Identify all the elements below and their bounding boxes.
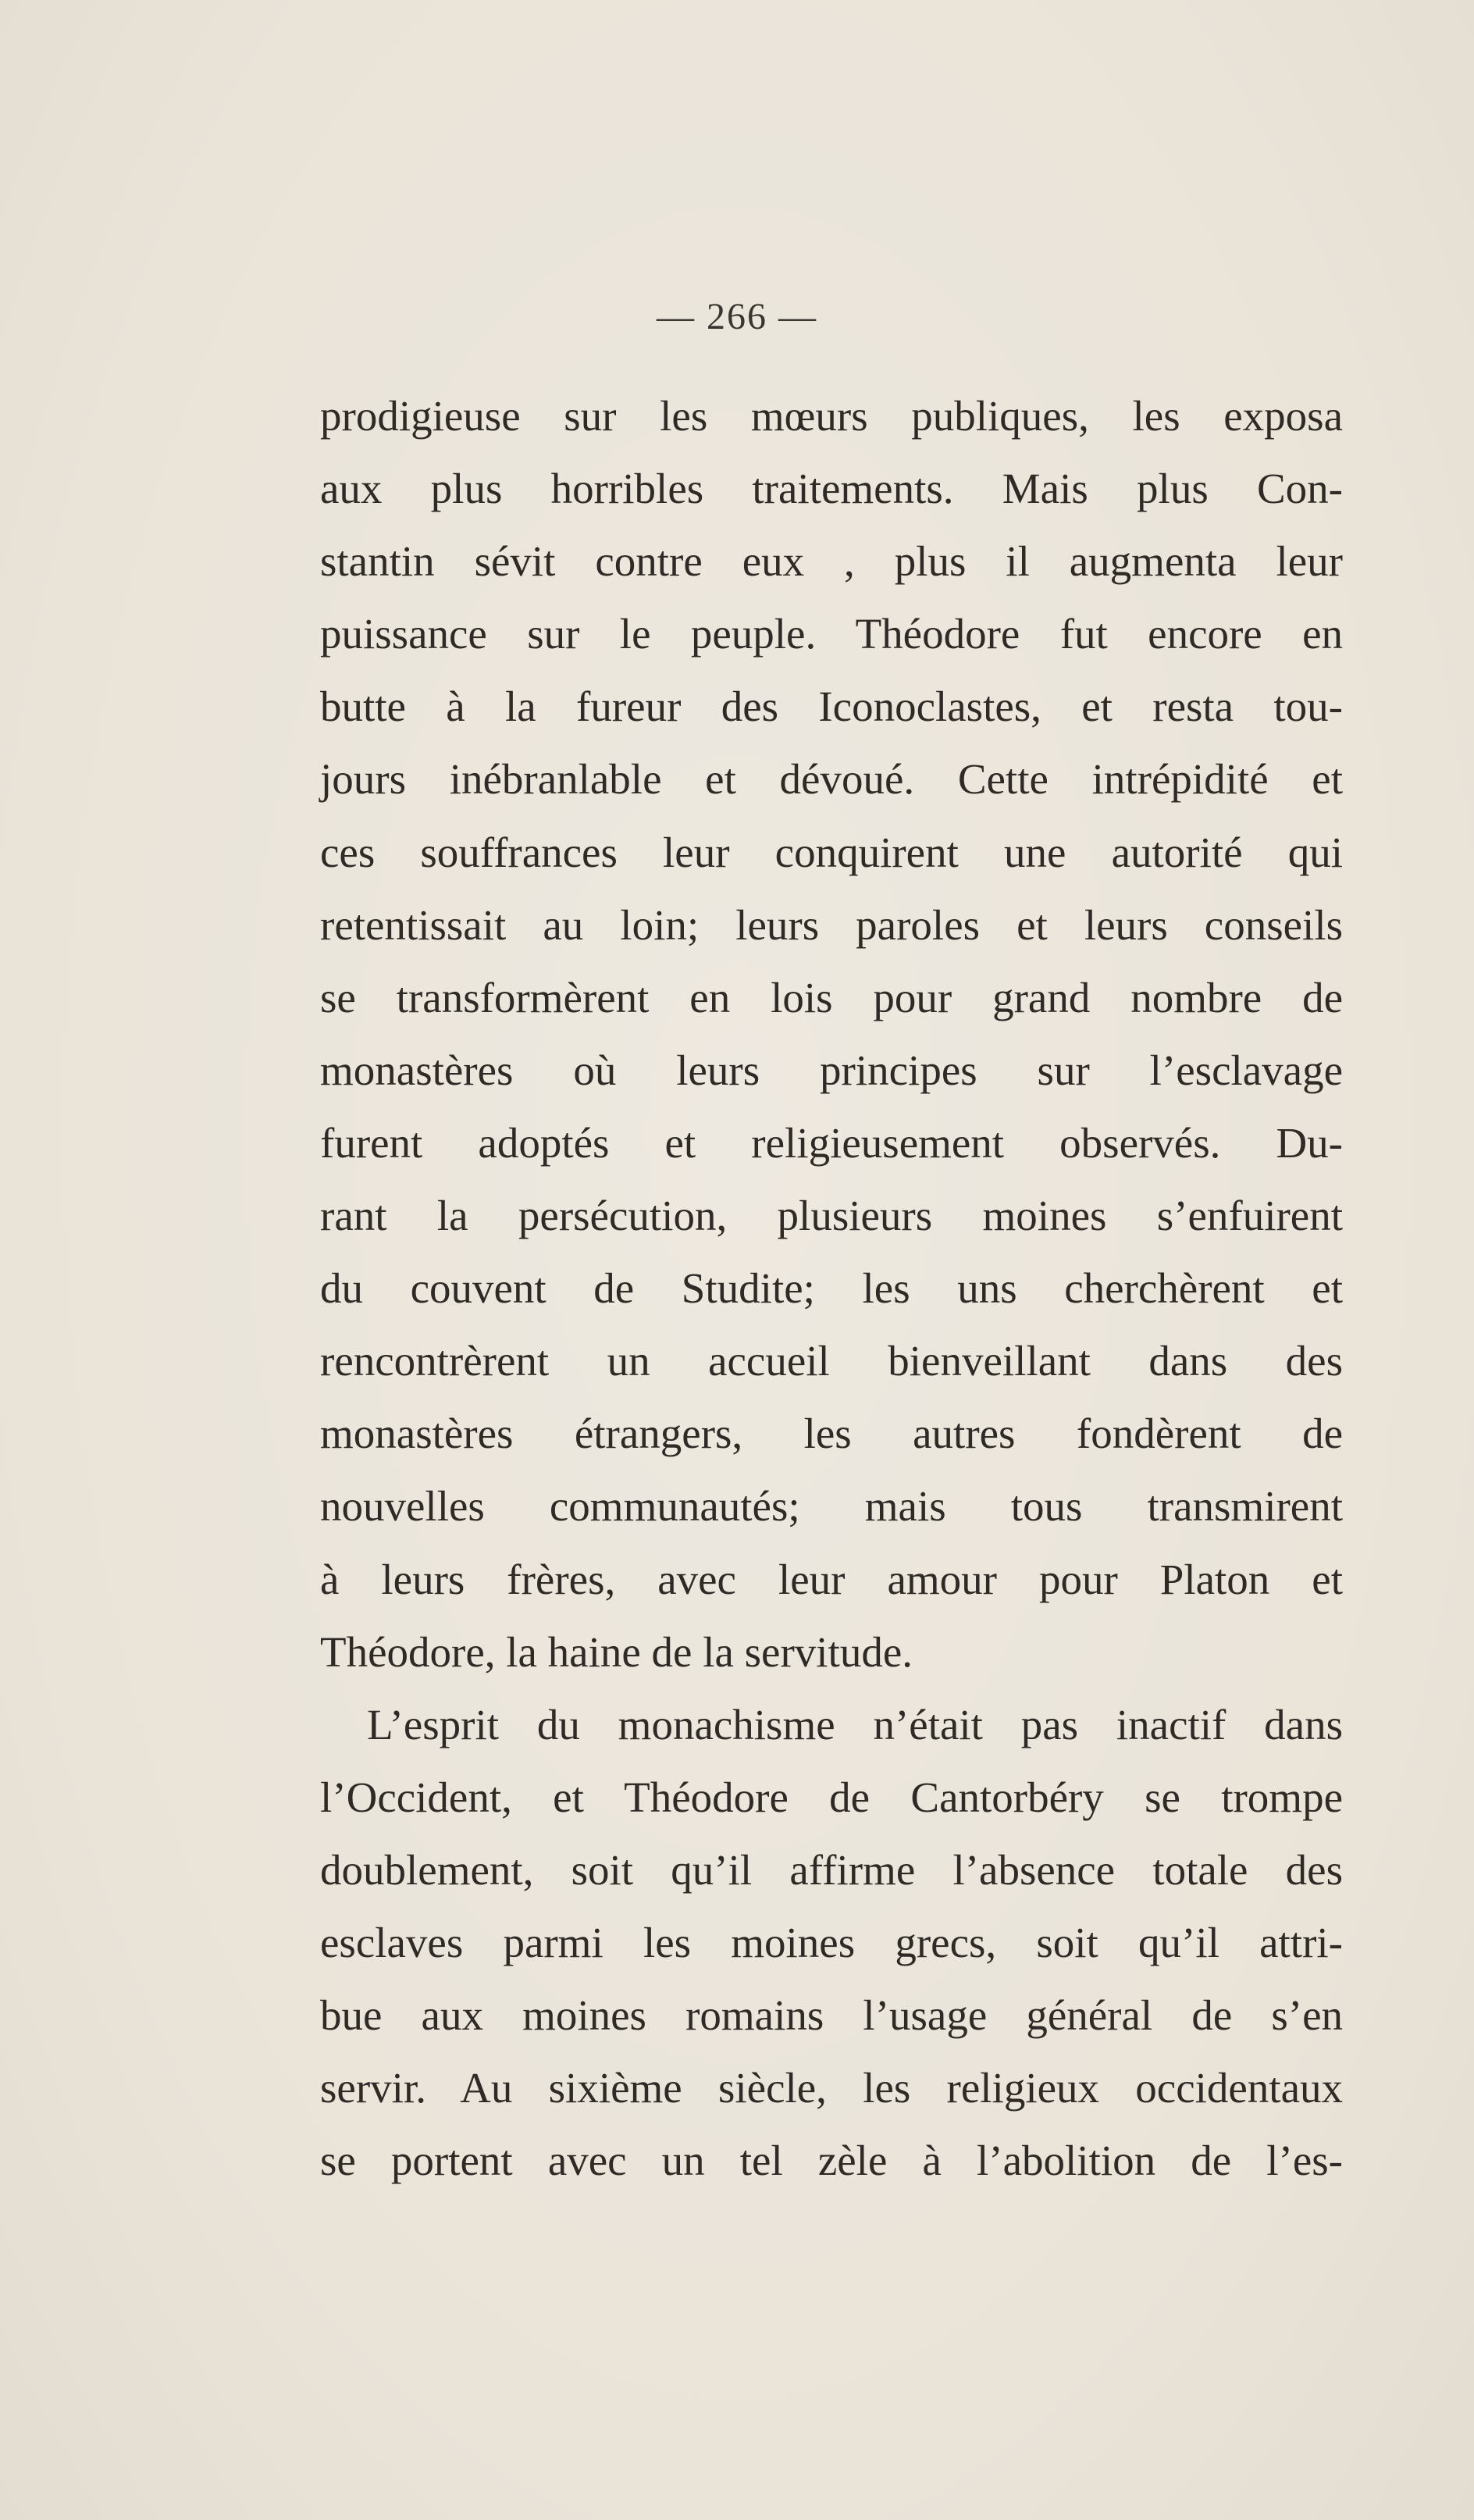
text-line: prodigieuse sur les mœurs publiques, les exposa (320, 392, 1343, 440)
text-line: rant la persécution, plusieurs moines s’enfuirent (320, 1192, 1343, 1240)
text-line: bue aux moines romains l’usage général de s’en (320, 1991, 1343, 2040)
text-line: stantin sévit contre eux , plus il augmenta leur (320, 537, 1343, 586)
text-line: butte à la fureur des Iconoclastes, et resta tou- (320, 683, 1343, 731)
text-line: doublement, soit qu’il affirme l’absence totale des (320, 1845, 1343, 1894)
text-line: se transformèrent en lois pour grand nombre de (320, 973, 1343, 1021)
text-line: monastères où leurs principes sur l’esclavage (320, 1046, 1343, 1094)
text-line: à leurs frères, avec leur amour pour Platon et (320, 1555, 1343, 1603)
paragraph-end-line: Théodore, la haine de la servitude. (320, 1627, 913, 1676)
text-line: du couvent de Studite; les uns cherchèrent et (320, 1264, 1343, 1313)
text-line: aux plus horribles traitements. Mais plus Con- (320, 465, 1343, 513)
text-line: ces souffrances leur conquirent une autorité qui (320, 828, 1343, 876)
text-line: servir. Au sixième siècle, les religieux occidentaux (320, 2064, 1343, 2112)
text-line: monastères étrangers, les autres fondèrent de (320, 1410, 1343, 1458)
text-line: jours inébranlable et dévoué. Cette intrépidité et (320, 755, 1343, 804)
paragraph-start-line: L’esprit du monachisme n’était pas inactif dans (367, 1700, 1343, 1748)
body-text (320, 380, 1343, 2197)
text-line: rencontrèrent un accueil bienveillant dans des (320, 1337, 1343, 1385)
page-number: — 266 — (657, 296, 817, 337)
text-line: nouvelles communautés; mais tous transmirent (320, 1482, 1343, 1531)
text-line: furent adoptés et religieusement observés. Du- (320, 1118, 1343, 1167)
text-line: esclaves parmi les moines grecs, soit qu’il attri- (320, 1918, 1343, 1966)
text-line: l’Occident, et Théodore de Cantorbéry se trompe (320, 1773, 1343, 1821)
text-line: puissance sur le peuple. Théodore fut encore en (320, 610, 1343, 658)
text-line: retentissait au loin; leurs paroles et leurs conseils (320, 900, 1343, 949)
text-line: se portent avec un tel zèle à l’abolition de l’es- (320, 2137, 1343, 2185)
